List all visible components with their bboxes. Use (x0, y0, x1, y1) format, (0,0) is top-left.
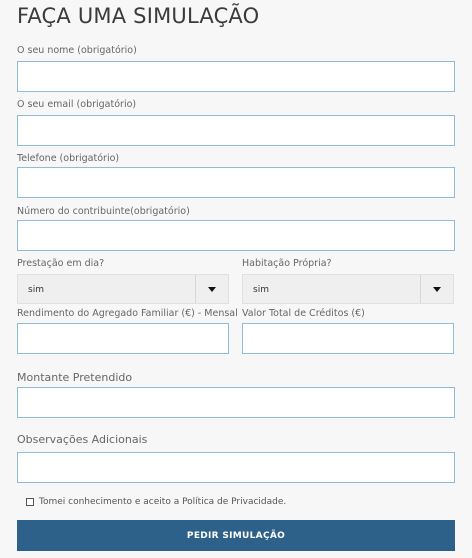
submit-button[interactable]: PEDIR SIMULAÇÃO (17, 520, 455, 551)
email-label: O seu email (obrigatório) (17, 99, 137, 110)
notes-label: Observações Adicionais (17, 433, 148, 446)
name-label: O seu nome (obrigatório) (17, 45, 137, 56)
chevron-down-icon (433, 287, 441, 292)
privacy-checkbox[interactable] (26, 498, 34, 506)
total-credits-input[interactable] (242, 323, 454, 354)
amount-requested-label: Montante Pretendido (17, 371, 133, 384)
email-input[interactable] (17, 115, 455, 146)
own-home-label: Habitação Própria? (242, 258, 332, 269)
phone-label: Telefone (obrigatório) (17, 153, 120, 164)
household-income-input[interactable] (17, 323, 229, 354)
name-input[interactable] (17, 61, 455, 92)
payment-up-to-date-value: sim (28, 285, 44, 295)
form-title: FAÇA UMA SIMULAÇÃO (17, 4, 260, 28)
payment-up-to-date-label: Prestação em dia? (17, 258, 105, 269)
chevron-down-icon (208, 287, 216, 292)
own-home-select[interactable] (242, 274, 454, 304)
amount-requested-input[interactable] (17, 387, 455, 418)
taxpayer-label: Número do contribuinte(obrigatório) (17, 206, 190, 217)
household-income-label: Rendimento do Agregado Familiar (€) - Mensal (17, 308, 238, 319)
notes-input[interactable] (17, 452, 455, 483)
total-credits-label: Valor Total de Créditos (€) (242, 308, 365, 319)
own-home-value: sim (253, 285, 269, 295)
phone-input[interactable] (17, 167, 455, 198)
select-divider (195, 275, 196, 303)
select-divider (420, 275, 421, 303)
payment-up-to-date-select[interactable] (17, 274, 229, 304)
taxpayer-input[interactable] (17, 220, 455, 251)
privacy-checkbox-label: Tomei conhecimento e aceito a Política de Privacidade. (39, 497, 287, 507)
